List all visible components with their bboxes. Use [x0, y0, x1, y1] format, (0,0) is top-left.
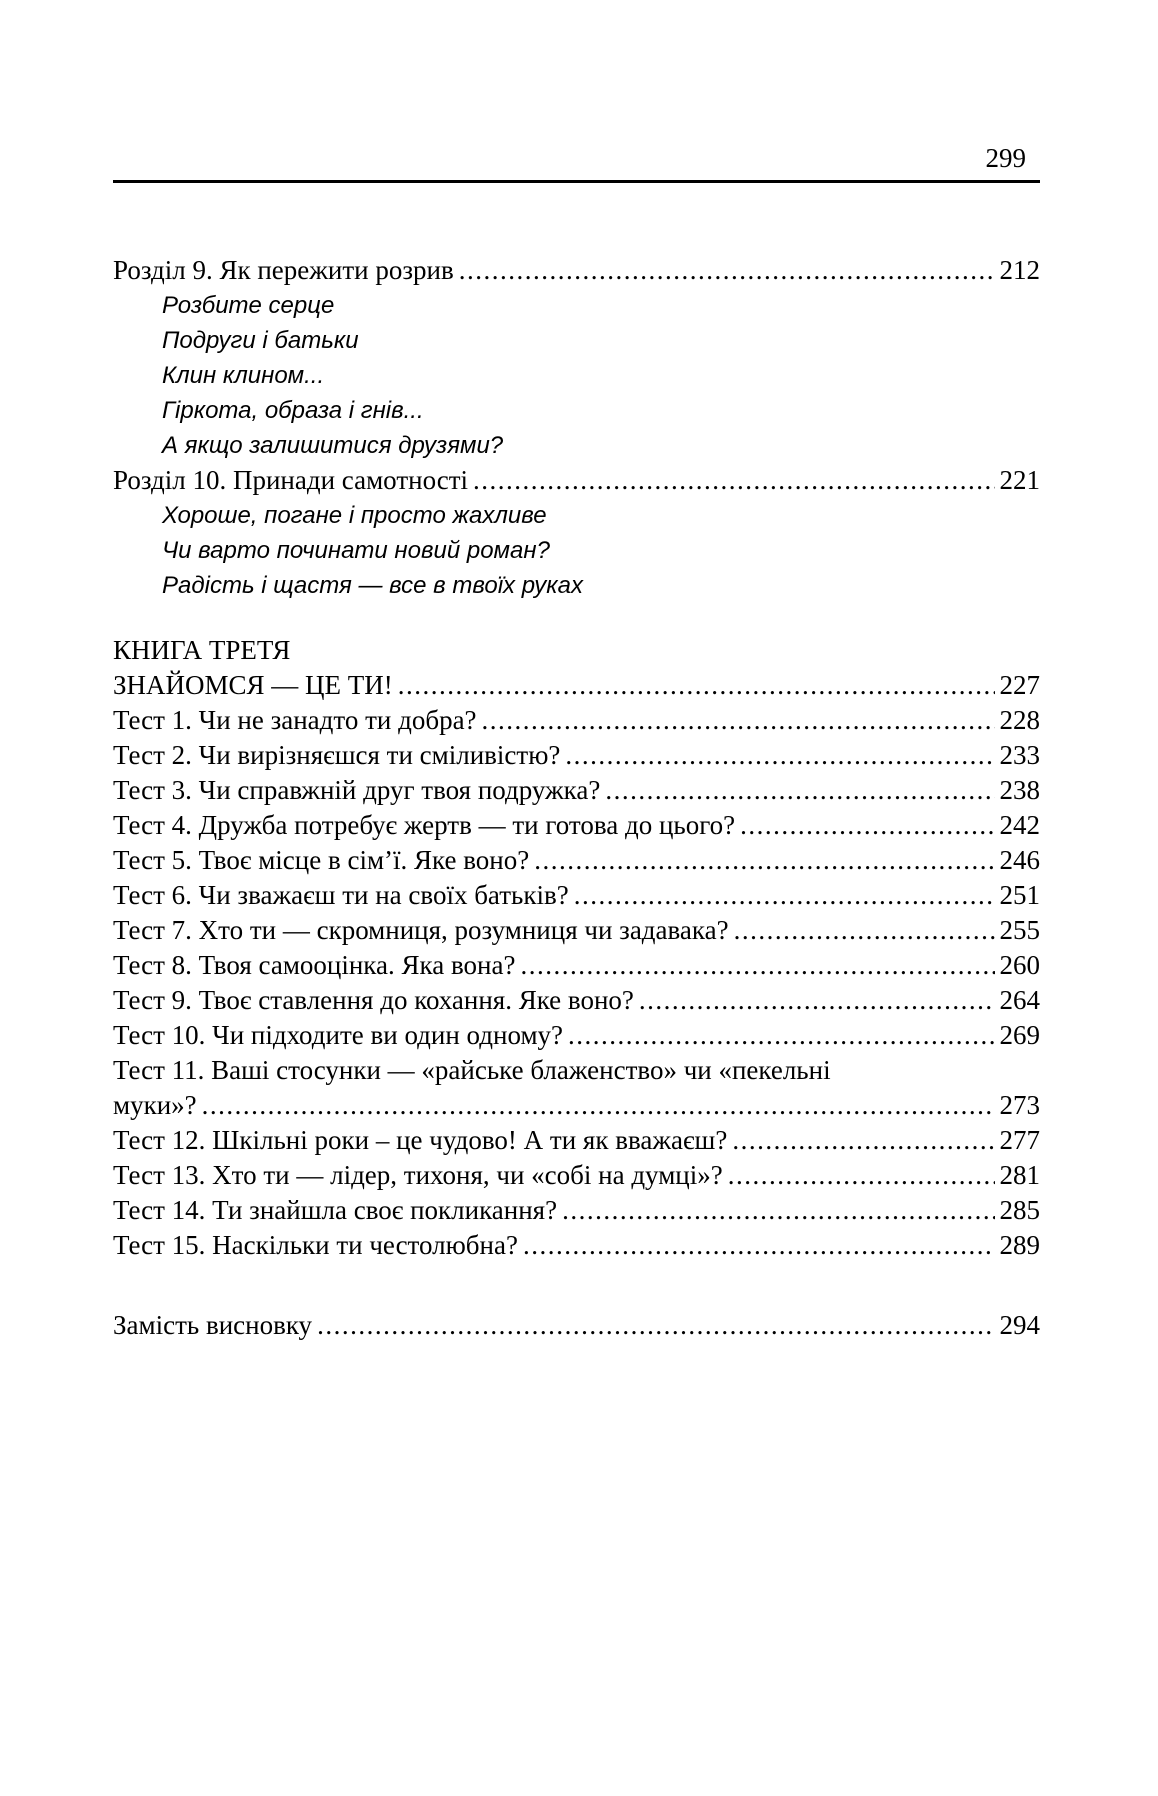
toc-entry: [113, 843, 1040, 878]
toc-subentry: [113, 358, 1040, 393]
toc-entry-page: 212: [999, 255, 1040, 285]
toc-entry: [113, 948, 1040, 983]
dot-leader: [473, 463, 994, 498]
toc-entry-page: 281: [999, 1160, 1040, 1190]
toc-subentry-label: Подруги і батьки: [162, 327, 359, 354]
toc-entry-label: Тест 8. Твоя самооцінка. Яка вона?: [113, 950, 516, 980]
toc-subentry: [113, 323, 1040, 358]
toc-entry-page: 260: [999, 950, 1040, 980]
dot-leader: [523, 1228, 995, 1263]
dot-leader: [534, 843, 994, 878]
dot-leader: [317, 1308, 994, 1343]
toc-entry-label: Тест 10. Чи підходите ви один одному?: [113, 1020, 564, 1050]
toc-subentry-label: Розбите серце: [162, 292, 335, 319]
toc-entry-label: ЗНАЙОМСЯ — ЦЕ ТИ!: [113, 670, 393, 700]
toc-entry-page: 277: [999, 1125, 1040, 1155]
toc-entry-label: Тест 13. Хто ти — лідер, тихоня, чи «собі на думці»?: [113, 1160, 723, 1190]
toc-subentry: [113, 428, 1040, 463]
toc-entry-page: 246: [999, 845, 1040, 875]
toc-entry: [113, 1088, 1040, 1123]
toc-entry-page: 251: [999, 880, 1040, 910]
toc-entry-label: Тест 1. Чи не занадто ти добра?: [113, 705, 477, 735]
toc-entry: [113, 983, 1040, 1018]
toc-entry: [113, 1228, 1040, 1263]
toc-entry: [113, 668, 1040, 703]
book-page: [0, 142, 1158, 1343]
dot-leader: [459, 253, 995, 288]
toc-entry-page: 269: [999, 1020, 1040, 1050]
dot-leader: [740, 808, 994, 843]
toc-entry-page: 294: [999, 1310, 1040, 1340]
dot-leader: [734, 913, 995, 948]
toc-subentry-label: Радість і щастя — все в твоїх руках: [162, 572, 583, 599]
dot-leader: [565, 738, 994, 773]
dot-leader: [568, 1018, 994, 1053]
dot-leader: [398, 668, 995, 703]
toc-subentry: [113, 498, 1040, 533]
toc-subentry: [113, 533, 1040, 568]
toc-subentry-label: Чи варто починати новий роман?: [162, 537, 550, 564]
dot-leader: [605, 773, 994, 808]
toc-entry-page: 285: [999, 1195, 1040, 1225]
toc-entry-page: 227: [999, 670, 1040, 700]
toc-subentry-label: Хороше, погане і просто жахливе: [162, 502, 547, 529]
toc-entry-page: 264: [999, 985, 1040, 1015]
dot-leader: [202, 1088, 995, 1123]
toc-entry-page: 289: [999, 1230, 1040, 1260]
toc-subentry: [113, 393, 1040, 428]
toc-entry-page: 221: [999, 465, 1040, 495]
toc-entry: [113, 738, 1040, 773]
toc-entry-label: Тест 15. Наскільки ти честолюбна?: [113, 1230, 518, 1260]
toc-subentry-label: А якщо залишитися друзями?: [162, 432, 504, 459]
dot-leader: [728, 1158, 995, 1193]
table-of-contents: [113, 253, 1040, 1343]
toc-entry: [113, 878, 1040, 913]
toc-entry-label: Розділ 10. Принади самотності: [113, 465, 469, 495]
dot-leader: [562, 1193, 994, 1228]
toc-entry-label: Тест 14. Ти знайшла своє покликання?: [113, 1195, 558, 1225]
toc-entry-page: 238: [999, 775, 1040, 805]
toc-entry-wrapped-line: [113, 1053, 1040, 1088]
toc-subentry: [113, 568, 1040, 603]
toc-entry-page: 273: [999, 1090, 1040, 1120]
toc-entry-label: Тест 11. Ваші стосунки — «райське блаженство» чи «пекельні: [113, 1055, 831, 1085]
toc-entry: [113, 1123, 1040, 1158]
toc-entry-label: Тест 3. Чи справжній друг твоя подружка?: [113, 775, 601, 805]
toc-entry: [113, 1158, 1040, 1193]
toc-entry: [113, 808, 1040, 843]
toc-entry-page: 242: [999, 810, 1040, 840]
toc-entry-label: Тест 7. Хто ти — скромниця, розумниця чи задавака?: [113, 915, 729, 945]
toc-entry-label: Тест 5. Твоє місце в сім’ї. Яке воно?: [113, 845, 530, 875]
page-number: 299: [985, 143, 1026, 173]
dot-leader: [574, 878, 995, 913]
toc-entry: [113, 913, 1040, 948]
toc-entry: [113, 703, 1040, 738]
toc-entry-label: Тест 2. Чи вирізняєшся ти сміливістю?: [113, 740, 561, 770]
toc-subentry-label: Клин клином...: [162, 362, 325, 389]
toc-entry-page: 228: [999, 705, 1040, 735]
dot-leader: [520, 948, 994, 983]
toc-entry: [113, 1308, 1040, 1343]
toc-entry: [113, 253, 1040, 288]
toc-entry-page: 233: [999, 740, 1040, 770]
toc-entry: [113, 1193, 1040, 1228]
toc-entry-label: Тест 12. Шкільні роки – це чудово! А ти як вважаєш?: [113, 1125, 728, 1155]
dot-leader: [732, 1123, 994, 1158]
toc-entry-label: Тест 6. Чи зважаєш ти на своїх батьків?: [113, 880, 569, 910]
toc-entry-label: Тест 4. Дружба потребує жертв — ти готова до цього?: [113, 810, 736, 840]
toc-entry-label: Розділ 9. Як пережити розрив: [113, 255, 454, 285]
header-rule: [113, 180, 1040, 183]
toc-entry: [113, 1018, 1040, 1053]
toc-entry-page: 255: [999, 915, 1040, 945]
toc-book-heading: [113, 633, 1040, 668]
toc-subentry: [113, 288, 1040, 323]
running-head: [113, 142, 1040, 183]
toc-entry-label: Тест 9. Твоє ставлення до кохання. Яке воно?: [113, 985, 634, 1015]
dot-leader: [639, 983, 995, 1018]
toc-entry-label: муки»?: [113, 1090, 197, 1120]
dot-leader: [482, 703, 995, 738]
toc-book-heading-label: КНИГА ТРЕТЯ: [113, 635, 291, 665]
toc-entry: [113, 773, 1040, 808]
toc-entry-label: Замість висновку: [113, 1310, 313, 1340]
toc-subentry-label: Гіркота, образа і гнів...: [162, 397, 424, 424]
toc-entry: [113, 463, 1040, 498]
